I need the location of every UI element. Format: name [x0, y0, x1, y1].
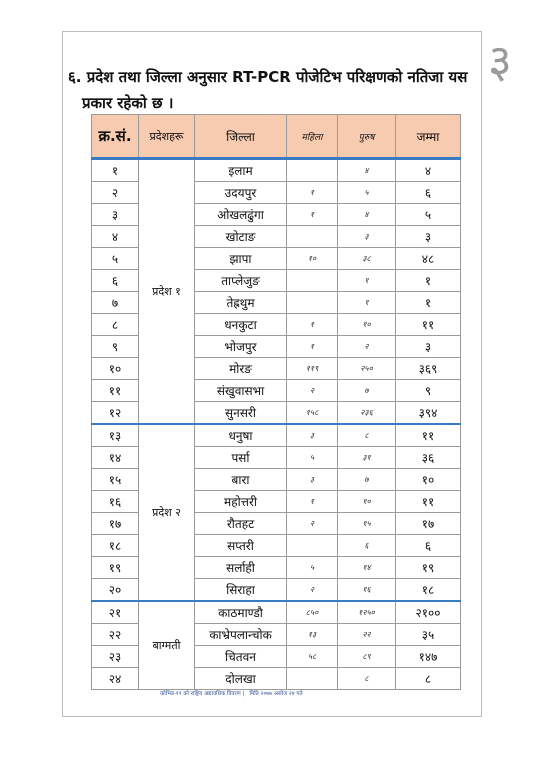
cell-female: ५: [287, 557, 338, 579]
cell-total: १: [396, 270, 461, 292]
table-header-row: [92, 115, 461, 159]
cell-female: [287, 668, 338, 690]
cell-total: ४: [396, 159, 461, 182]
cell-district: सुनसरी: [195, 402, 287, 425]
heading-line-1: ६. प्रदेश तथा जिल्ला अनुसार RT-PCR पोजेटिभ परिक्षणको नतिजा यस: [68, 68, 468, 86]
footer-title: कोभिड-१९ को राष्ट्रिय अद्यावधिक विवरण |: [160, 691, 245, 697]
cell-sn: २: [92, 182, 139, 204]
cell-total: ३६९: [396, 358, 461, 380]
cell-district: इलाम: [195, 159, 287, 182]
cell-district: सिराहा: [195, 579, 287, 602]
cell-female: ५८: [287, 646, 338, 668]
cell-total: १०: [396, 469, 461, 491]
cell-male: ३१: [338, 447, 396, 469]
cell-male: १०: [338, 491, 396, 513]
table-row: [92, 159, 461, 182]
cell-district: उदयपुर: [195, 182, 287, 204]
cell-female: [287, 159, 338, 182]
cell-female: ५: [287, 447, 338, 469]
cell-district: महोत्तरी: [195, 491, 287, 513]
cell-sn: ११: [92, 380, 139, 402]
cell-total: ११: [396, 314, 461, 336]
cell-district: रौतहट: [195, 513, 287, 535]
cell-total: १४७: [396, 646, 461, 668]
cell-male: २२: [338, 624, 396, 646]
cell-male: ३: [338, 226, 396, 248]
cell-total: १८: [396, 579, 461, 602]
cell-district: काठमाण्डौ: [195, 601, 287, 624]
cell-female: [287, 270, 338, 292]
table-row: [92, 601, 461, 624]
cell-province: प्रदेश २: [139, 424, 195, 601]
cell-male: ८९: [338, 646, 396, 668]
cell-district: सप्तरी: [195, 535, 287, 557]
cell-female: १: [287, 204, 338, 226]
header-female: महिला: [287, 115, 338, 159]
cell-male: ३८: [338, 248, 396, 270]
cell-female: १३: [287, 624, 338, 646]
section-heading: [68, 64, 480, 116]
cell-sn: २१: [92, 601, 139, 624]
cell-female: १५८: [287, 402, 338, 425]
header-male: पुरुष: [338, 115, 396, 159]
cell-total: ६: [396, 535, 461, 557]
cell-sn: २४: [92, 668, 139, 690]
cell-female: १: [287, 182, 338, 204]
cell-sn: ७: [92, 292, 139, 314]
cell-district: काभ्रेपलान्चोक: [195, 624, 287, 646]
footer: [160, 689, 380, 697]
cell-province: बाग्मती: [139, 601, 195, 690]
cell-total: ५: [396, 204, 461, 226]
cell-female: ३: [287, 469, 338, 491]
cell-total: ११: [396, 491, 461, 513]
cell-male: १: [338, 270, 396, 292]
cell-female: ११९: [287, 358, 338, 380]
results-table: [91, 114, 461, 690]
cell-male: १४: [338, 557, 396, 579]
cell-male: ४: [338, 204, 396, 226]
header-total: जम्मा: [396, 115, 461, 159]
cell-sn: ९: [92, 336, 139, 358]
cell-total: १९: [396, 557, 461, 579]
header-district: जिल्ला: [195, 115, 287, 159]
cell-sn: ८: [92, 314, 139, 336]
cell-district: धनुषा: [195, 424, 287, 447]
cell-male: १०: [338, 314, 396, 336]
cell-district: ओखलढुंगा: [195, 204, 287, 226]
cell-male: ८: [338, 424, 396, 447]
cell-male: ४: [338, 159, 396, 182]
cell-province: प्रदेश १: [139, 159, 195, 425]
cell-total: ४८: [396, 248, 461, 270]
cell-female: १: [287, 491, 338, 513]
cell-district: मोरङ: [195, 358, 287, 380]
cell-female: १: [287, 314, 338, 336]
cell-total: १: [396, 292, 461, 314]
cell-sn: ५: [92, 248, 139, 270]
header-sn: क्र.सं.: [92, 115, 139, 159]
cell-female: १: [287, 336, 338, 358]
cell-district: धनकुटा: [195, 314, 287, 336]
page-number: ३: [488, 34, 512, 88]
cell-district: बारा: [195, 469, 287, 491]
cell-female: २: [287, 579, 338, 602]
cell-sn: १९: [92, 557, 139, 579]
cell-sn: २०: [92, 579, 139, 602]
table-body: [92, 159, 461, 690]
cell-sn: ४: [92, 226, 139, 248]
cell-total: ६: [396, 182, 461, 204]
cell-sn: १८: [92, 535, 139, 557]
cell-district: खोटाङ: [195, 226, 287, 248]
cell-male: ८: [338, 668, 396, 690]
cell-female: [287, 292, 338, 314]
cell-total: ८: [396, 668, 461, 690]
cell-district: ताप्लेजुङ: [195, 270, 287, 292]
table-row: [92, 424, 461, 447]
cell-female: २: [287, 513, 338, 535]
cell-district: दोलखा: [195, 668, 287, 690]
cell-male: ६: [338, 535, 396, 557]
cell-female: ८५०: [287, 601, 338, 624]
cell-female: [287, 226, 338, 248]
heading-line-2: प्रकार रहेको छ ।: [82, 94, 174, 112]
cell-sn: २३: [92, 646, 139, 668]
header-province: प्रदेशहरू: [139, 115, 195, 159]
cell-sn: १६: [92, 491, 139, 513]
cell-total: ३: [396, 336, 461, 358]
cell-male: १५: [338, 513, 396, 535]
cell-sn: १३: [92, 424, 139, 447]
cell-male: १२५०: [338, 601, 396, 624]
cell-male: २५०: [338, 358, 396, 380]
cell-district: संखुवासभा: [195, 380, 287, 402]
cell-sn: ३: [92, 204, 139, 226]
cell-female: २: [287, 380, 338, 402]
cell-total: ९: [396, 380, 461, 402]
cell-district: भोजपुर: [195, 336, 287, 358]
cell-district: चितवन: [195, 646, 287, 668]
cell-sn: २२: [92, 624, 139, 646]
cell-male: १६: [338, 579, 396, 602]
cell-sn: १२: [92, 402, 139, 425]
cell-sn: १: [92, 159, 139, 182]
cell-female: १०: [287, 248, 338, 270]
cell-total: ११: [396, 424, 461, 447]
cell-sn: ६: [92, 270, 139, 292]
cell-total: १७: [396, 513, 461, 535]
cell-male: ७: [338, 469, 396, 491]
cell-male: २३६: [338, 402, 396, 425]
cell-female: ३: [287, 424, 338, 447]
cell-male: १: [338, 292, 396, 314]
cell-female: [287, 535, 338, 557]
cell-sn: १७: [92, 513, 139, 535]
cell-total: २१००: [396, 601, 461, 624]
cell-total: ३५: [396, 624, 461, 646]
footer-date: मिति २०७७ असोज २४ गते: [249, 691, 303, 697]
cell-male: २: [338, 336, 396, 358]
cell-district: झापा: [195, 248, 287, 270]
cell-male: ७: [338, 380, 396, 402]
cell-total: ३६: [396, 447, 461, 469]
cell-district: पर्सा: [195, 447, 287, 469]
cell-male: ५: [338, 182, 396, 204]
cell-sn: १५: [92, 469, 139, 491]
cell-district: सर्लाही: [195, 557, 287, 579]
cell-total: ३९४: [396, 402, 461, 425]
cell-district: तेह्रथुम: [195, 292, 287, 314]
cell-total: ३: [396, 226, 461, 248]
cell-sn: १४: [92, 447, 139, 469]
cell-sn: १०: [92, 358, 139, 380]
